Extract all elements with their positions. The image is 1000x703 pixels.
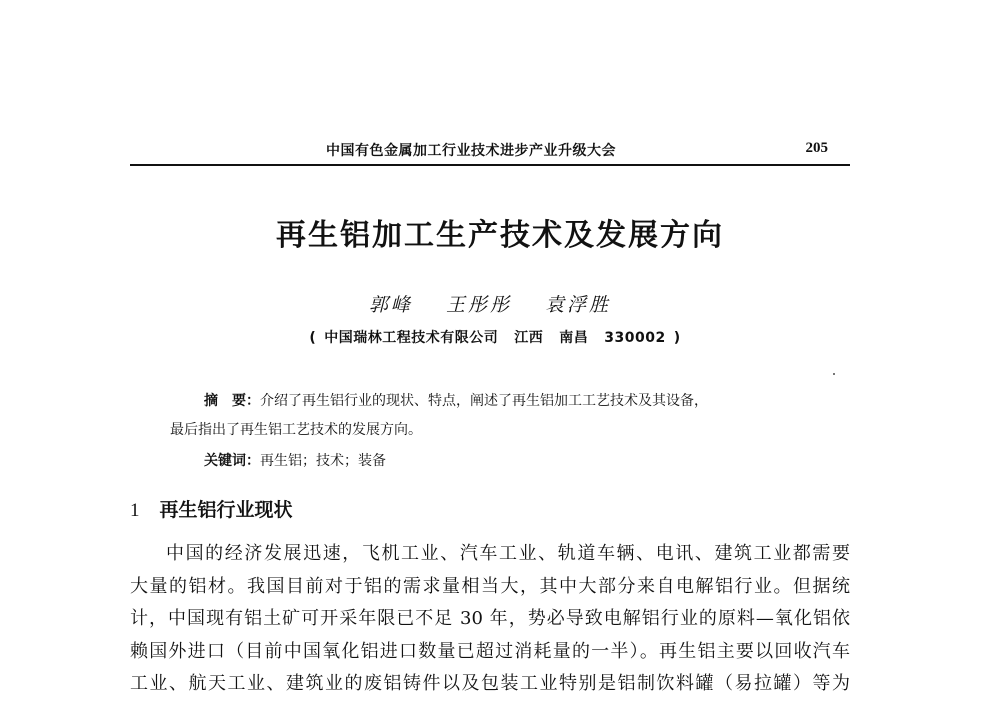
affiliation-postcode: 330002 [604, 330, 666, 346]
abstract-label: 摘 要： [204, 393, 260, 409]
body-line: 中国的经济发展迅速，飞机工业、汽车工业、轨道车辆、电讯、建筑工业都需要 [166, 543, 850, 564]
affiliation-close-paren: ) [673, 330, 681, 346]
section-heading [130, 495, 293, 522]
author-name: 王彤彤 [445, 294, 512, 316]
author-name: 袁浮胜 [545, 294, 612, 316]
body-line: 赖国外进口（目前中国氧化铝进口数量已超过消耗量的一半）。再生铝主要以回收汽车 [130, 640, 850, 662]
abstract-text-line: 介绍了再生铝行业的现状、特点，阐述了再生铝加工工艺技术及其设备， [260, 393, 708, 409]
affiliation-open-paren: ( [309, 330, 317, 346]
affiliation-province: 江西 [514, 330, 544, 346]
body-paragraph [130, 538, 850, 701]
affiliation-city: 南昌 [559, 330, 589, 346]
running-header [130, 138, 850, 166]
body-line: 工业、航天工业、建筑业的废铝铸件以及包装工业特别是铝制饮料罐（易拉罐）等为 [130, 673, 850, 695]
scan-speck [833, 373, 835, 375]
running-title: 中国有色金属加工行业技术进步产业升级大会 [326, 143, 616, 159]
body-line: 大量的铝材。我国目前对于铝的需求量相当大，其中大部分来自电解铝行业。但据统 [130, 575, 850, 597]
page-number: 205 [805, 140, 828, 156]
abstract-text-line: 最后指出了再生铝工艺技术的发展方向。 [170, 422, 422, 438]
affiliation [0, 327, 990, 347]
author-list [0, 290, 980, 317]
section-title: 再生铝行业现状 [159, 499, 293, 521]
abstract [170, 387, 830, 445]
body-line: 计，中国现有铝土矿可开采年限已不足 30 年，势必导致电解铝行业的原料—氧化铝依 [130, 608, 850, 630]
keywords [204, 450, 386, 470]
paper-title: 再生铝加工生产技术及发展方向 [276, 218, 724, 253]
keywords-label: 关键词： [204, 453, 260, 469]
affiliation-organization: 中国瑞林工程技术有限公司 [324, 330, 499, 346]
section-number: 1 [130, 500, 140, 521]
keywords-value: 再生铝；技术；装备 [260, 453, 386, 469]
author-name: 郭峰 [368, 294, 413, 316]
